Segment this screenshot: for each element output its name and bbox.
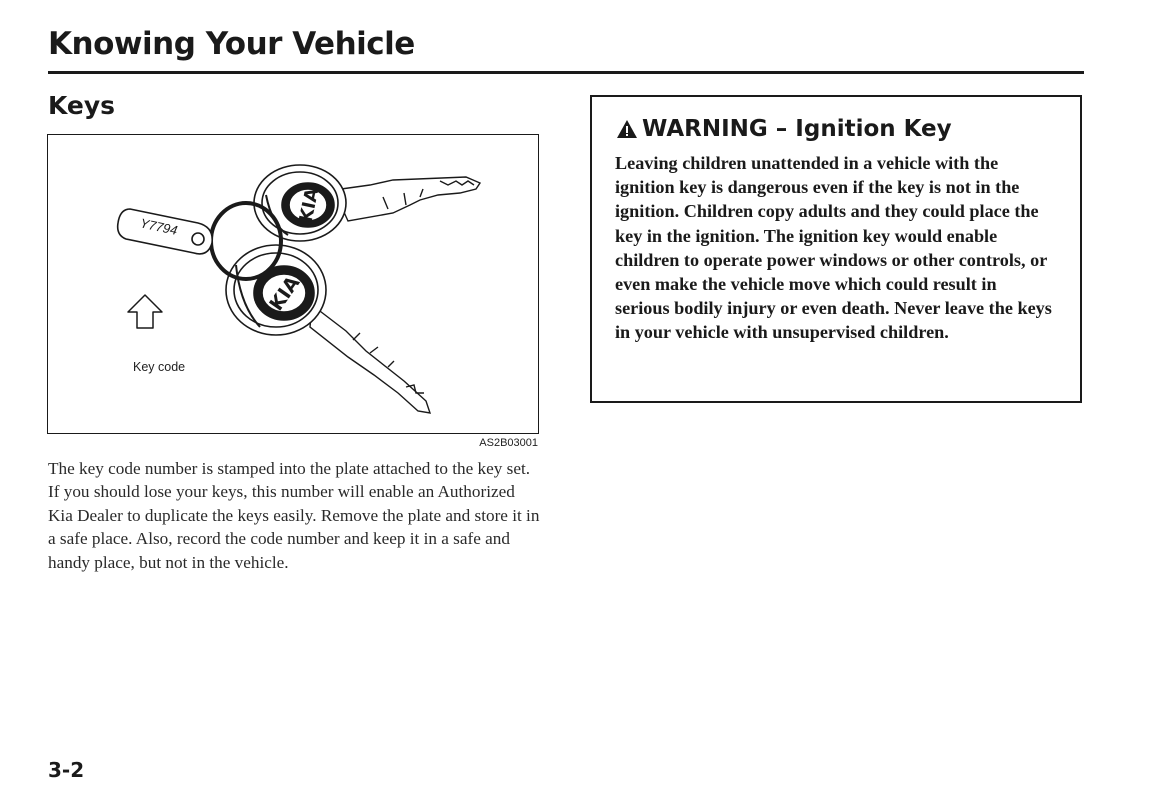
header-rule	[48, 71, 1084, 74]
keys-figure	[47, 134, 539, 434]
figure-code: AS2B03001	[479, 437, 538, 449]
warning-box	[590, 95, 1082, 403]
warning-title: WARNING – Ignition Key	[642, 116, 952, 142]
warning-title-row	[616, 116, 952, 145]
lower-key-logo: KIA	[265, 272, 305, 315]
key-code-paragraph: The key code number is stamped into the plate attached to the key set. If you should lose your keys, this number will enable an Authorized Kia Dealer to duplicate the keys easily. Remove the plate and store it in a safe place. Also, record the code number and keep it in a safe and handy place, but not in the vehicle.	[48, 459, 540, 572]
key-code-label: Key code	[133, 360, 186, 374]
lower-key-blade	[310, 305, 430, 413]
warning-triangle-icon	[616, 119, 638, 145]
tag-code-text: Y7794	[138, 215, 179, 238]
upper-key-logo: KIA	[295, 186, 324, 225]
up-arrow-icon	[128, 295, 162, 328]
warning-text: Leaving children unattended in a vehicle with the ignition key is dangerous even if the key is not in the ignition. Children copy adults and they could place the key in the ignition. The ignition key would enable children to operate power windows or other controls, or even make the vehicle move which could result in serious bodily injury or even death. Never leave the keys in your vehicle with unsupervised children.	[615, 153, 1052, 343]
keys-illustration	[48, 135, 537, 432]
section-title: Keys	[48, 91, 116, 120]
page-number: 3-2	[48, 758, 85, 782]
upper-key-blade	[334, 177, 480, 221]
page-header-title: Knowing Your Vehicle	[48, 26, 415, 62]
